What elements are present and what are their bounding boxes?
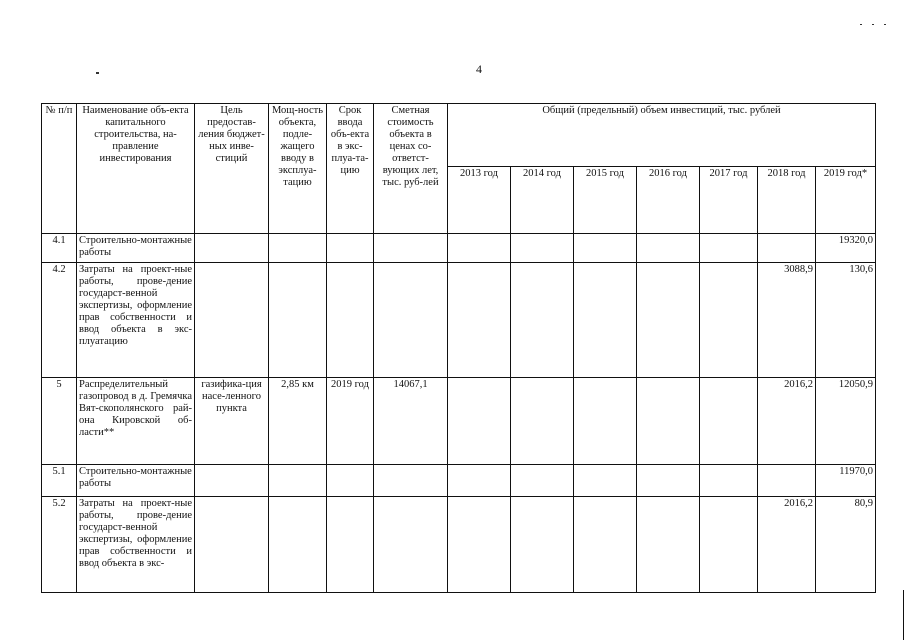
row-name: Затраты на проект-ные работы, прове-дение государст-венной экспертизы, оформление прав собственности и ввод объекта в экс- <box>77 497 195 593</box>
row-number: 4.1 <box>42 234 77 263</box>
row-number: 5 <box>42 378 77 465</box>
row-cost <box>374 465 448 497</box>
cell-2015 <box>574 234 637 263</box>
row-name: Строительно-монтажные работы <box>77 465 195 497</box>
header-goal: Цель предостав-ления бюджет-ных инве-стиций <box>195 104 269 234</box>
cell-2013 <box>448 234 511 263</box>
cell-2013 <box>448 378 511 465</box>
table-row <box>42 234 876 263</box>
cell-2015 <box>574 378 637 465</box>
page-number: 4 <box>476 62 482 76</box>
cell-2013 <box>448 497 511 593</box>
row-name: Распределительный газопровод в д. Гремячка Вят-скополянского рай-она Кировской об-ласти** <box>77 378 195 465</box>
header-term: Срок ввода объ-екта в экс-плуа-та-цию <box>327 104 374 234</box>
row-term: 2019 год <box>327 378 374 465</box>
table-row <box>42 497 876 593</box>
row-name: Строительно-монтажные работы <box>77 234 195 263</box>
header-year-2017: 2017 год <box>700 167 758 234</box>
table-row <box>42 465 876 497</box>
table-row <box>42 263 876 378</box>
scan-edge-line <box>903 590 904 640</box>
cell-2017 <box>700 497 758 593</box>
row-number: 5.2 <box>42 497 77 593</box>
row-power: 2,85 км <box>269 378 327 465</box>
cell-2017 <box>700 465 758 497</box>
row-cost <box>374 497 448 593</box>
cell-2018 <box>758 234 816 263</box>
cell-2014 <box>511 465 574 497</box>
cell-2016 <box>637 378 700 465</box>
row-name: Затраты на проект-ные работы, прове-дение государст-венной экспертизы, оформление прав собственности и ввод объекта в экс-плуатацию <box>77 263 195 378</box>
header-year-2019: 2019 год* <box>816 167 876 234</box>
header-power: Мощ-ность объекта, подле-жащего вводу в эксплуа-тацию <box>269 104 327 234</box>
row-goal: газифика-ция насе-ленного пункта <box>195 378 269 465</box>
cell-2017 <box>700 234 758 263</box>
cell-2013 <box>448 465 511 497</box>
header-no: № п/п <box>42 104 77 234</box>
cell-2015 <box>574 263 637 378</box>
cell-2016 <box>637 497 700 593</box>
cell-2016 <box>637 263 700 378</box>
scan-speck <box>884 24 886 25</box>
cell-2015 <box>574 465 637 497</box>
investment-table <box>41 103 876 593</box>
row-goal <box>195 263 269 378</box>
cell-2019: 11970,0 <box>816 465 876 497</box>
row-term <box>327 465 374 497</box>
cell-2013 <box>448 263 511 378</box>
header-year-2015: 2015 год <box>574 167 637 234</box>
cell-2017 <box>700 378 758 465</box>
row-power <box>269 465 327 497</box>
cell-2019: 19320,0 <box>816 234 876 263</box>
cell-2016 <box>637 465 700 497</box>
cell-2015 <box>574 497 637 593</box>
row-term <box>327 263 374 378</box>
header-year-2013: 2013 год <box>448 167 511 234</box>
cell-2019: 80,9 <box>816 497 876 593</box>
cell-2017 <box>700 263 758 378</box>
row-term <box>327 497 374 593</box>
cell-2018: 2016,2 <box>758 497 816 593</box>
cell-2018: 2016,2 <box>758 378 816 465</box>
cell-2019: 12050,9 <box>816 378 876 465</box>
row-power <box>269 497 327 593</box>
header-year-2014: 2014 год <box>511 167 574 234</box>
row-number: 4.2 <box>42 263 77 378</box>
scan-speck <box>860 24 862 25</box>
cell-2014 <box>511 497 574 593</box>
header-name: Наименование объ-екта капитального строительства, на-правление инвестирования <box>77 104 195 234</box>
row-cost: 14067,1 <box>374 378 448 465</box>
table-row <box>42 378 876 465</box>
cell-2014 <box>511 263 574 378</box>
row-goal <box>195 234 269 263</box>
cell-2018: 3088,9 <box>758 263 816 378</box>
row-cost <box>374 234 448 263</box>
cell-2016 <box>637 234 700 263</box>
row-goal <box>195 465 269 497</box>
row-number: 5.1 <box>42 465 77 497</box>
header-year-2018: 2018 год <box>758 167 816 234</box>
scan-speck <box>96 72 99 74</box>
cell-2018 <box>758 465 816 497</box>
header-investment: Общий (предельный) объем инвестиций, тыс. рублей <box>448 104 876 167</box>
header-year-2016: 2016 год <box>637 167 700 234</box>
cell-2014 <box>511 378 574 465</box>
cell-2019: 130,6 <box>816 263 876 378</box>
scan-speck <box>872 24 874 25</box>
row-cost <box>374 263 448 378</box>
row-goal <box>195 497 269 593</box>
row-power <box>269 234 327 263</box>
row-term <box>327 234 374 263</box>
header-cost: Сметная стоимость объекта в ценах со-ответст-вующих лет, тыс. руб-лей <box>374 104 448 234</box>
row-power <box>269 263 327 378</box>
cell-2014 <box>511 234 574 263</box>
